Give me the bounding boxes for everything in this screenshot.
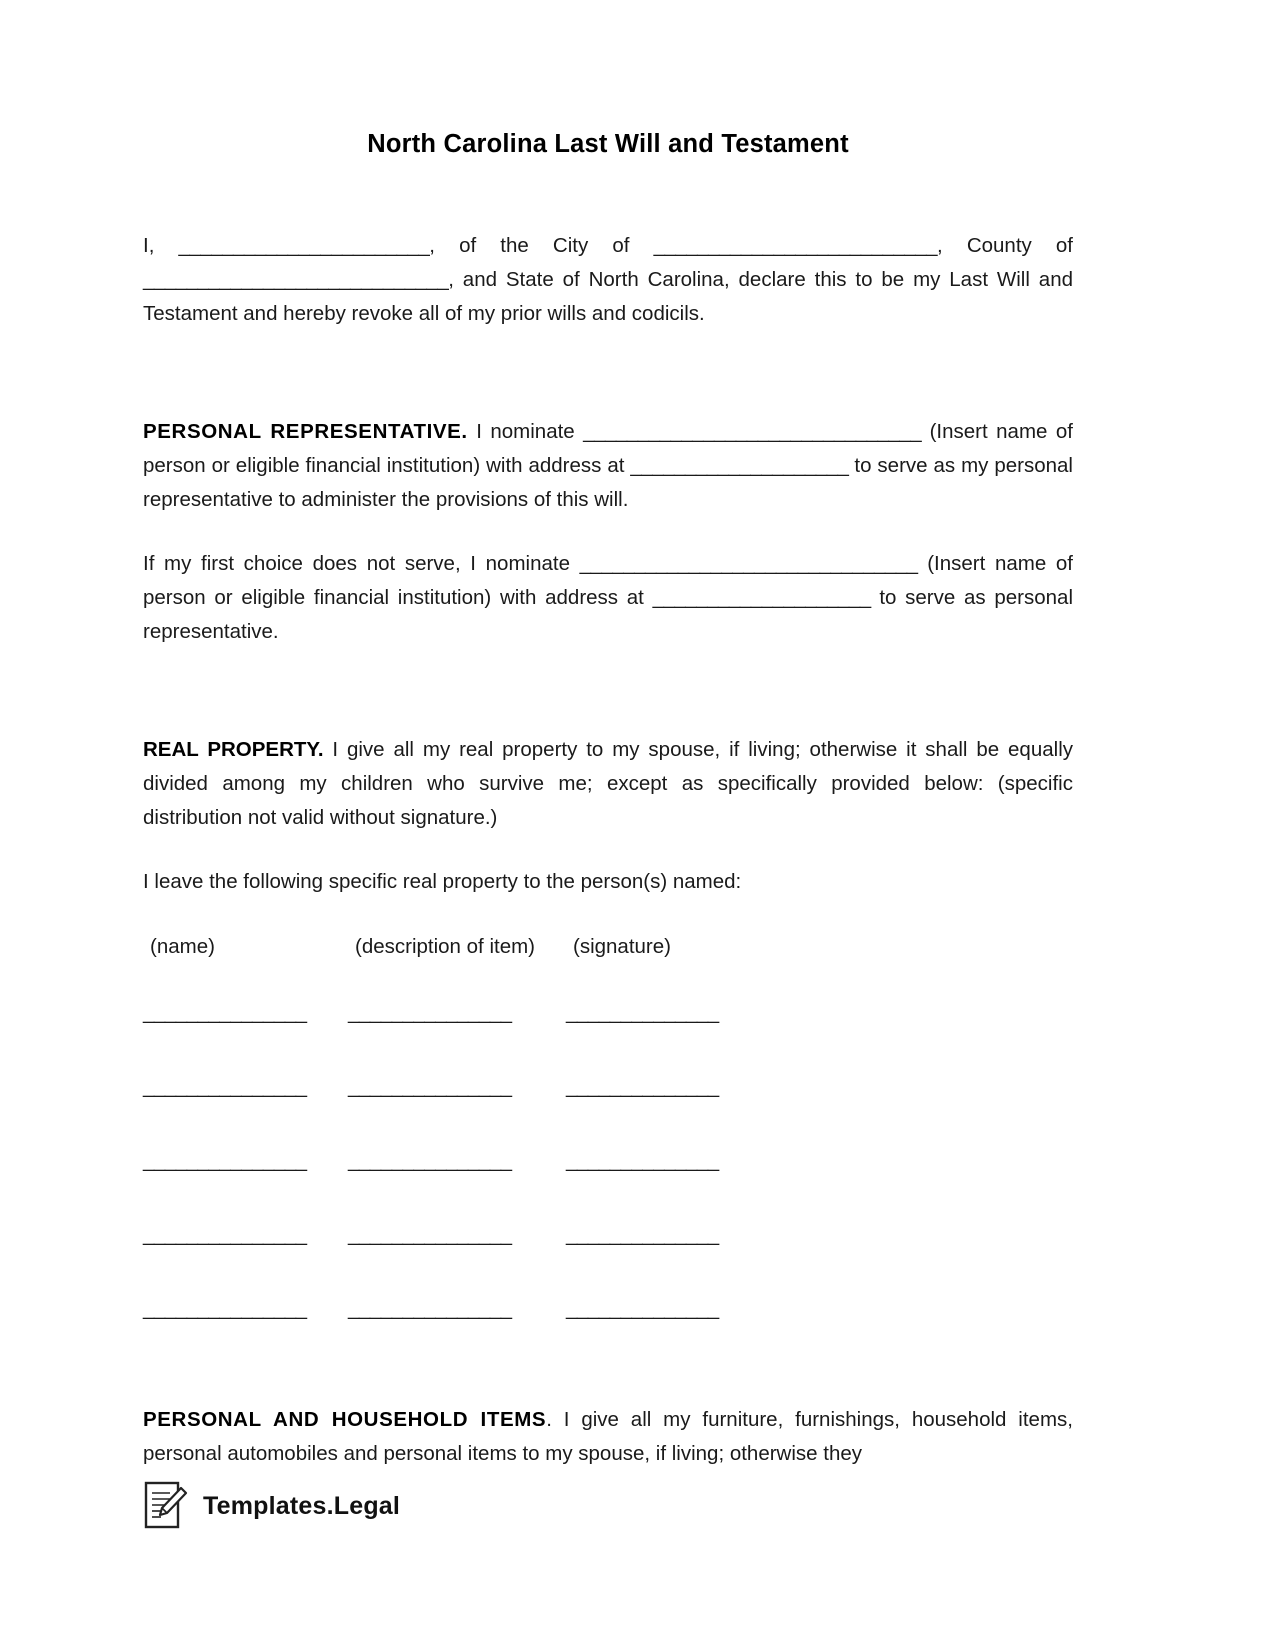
intro-text-5: , and State of North Carolina, declare this to be my Last Will and Testament and hereby revoke all of my prior wills and codicils. <box>143 268 1073 325</box>
page-title: North Carolina Last Will and Testament <box>367 130 849 158</box>
column-header-name: (name) <box>150 935 215 958</box>
intro-blank-county: ____________________________ <box>143 268 449 291</box>
rp-text-1: I give all my real property to my spouse, if living; otherwise it shall be equally divided among my children who survive me; except as specifically provided below: (specific distribution not valid without signature.) <box>143 738 1073 829</box>
spacer <box>143 835 1073 865</box>
intro-blank-name: _______________________ <box>178 234 430 257</box>
intro-text-3: , <box>937 234 943 257</box>
section-heading-personal-household-items: PERSONAL AND HOUSEHOLD ITEMS <box>143 1408 547 1431</box>
blank-name-field[interactable]: _______________ <box>143 1223 307 1246</box>
section-personal-representative <box>143 415 1073 517</box>
spacer <box>143 159 1073 229</box>
intro-text-4: County of <box>966 234 1073 257</box>
pr2-text-2: (Insert name of person or eligible financial institution) with address at <box>143 552 1074 609</box>
document-body <box>143 130 1073 1471</box>
footer-brand <box>143 1480 400 1532</box>
intro-text-1: I, <box>143 234 179 257</box>
section-alternate-representative <box>143 547 1073 649</box>
blank-signature-field[interactable]: ______________ <box>566 1075 719 1098</box>
blank-name-field[interactable]: _______________ <box>143 1075 307 1098</box>
pr-text-2: (Insert name of person or eligible financial institution) with address at <box>143 420 1073 477</box>
pr2-blank-1: _______________________________ <box>579 552 918 575</box>
intro-paragraph <box>143 229 1073 331</box>
blank-signature-field[interactable]: ______________ <box>566 1001 719 1024</box>
brand-name: Templates.Legal <box>203 1491 401 1520</box>
blank-signature-field[interactable]: ______________ <box>566 1297 719 1320</box>
pr-text-1: I nominate <box>467 420 584 443</box>
intro-text-2: , of the City of <box>429 234 654 257</box>
pr2-text-1: If my first choice does not serve, I nominate <box>143 552 580 575</box>
table-row <box>143 1003 793 1023</box>
pr-text-3: to serve as my personal representative to administer the provisions of this will. <box>143 454 1073 511</box>
blank-table-headers <box>143 935 1073 959</box>
section-heading-real-property: REAL PROPERTY. <box>143 738 324 761</box>
blank-description-field[interactable]: _______________ <box>348 1001 512 1024</box>
blank-signature-field[interactable]: ______________ <box>566 1223 719 1246</box>
column-header-signature: (signature) <box>573 935 671 958</box>
column-header-description: (description of item) <box>355 935 536 958</box>
blank-name-field[interactable]: _______________ <box>143 1001 307 1024</box>
blank-table <box>143 1003 793 1319</box>
table-row <box>143 1151 793 1171</box>
pr-blank-1: _______________________________ <box>583 420 922 443</box>
blank-name-field[interactable]: _______________ <box>143 1297 307 1320</box>
table-row <box>143 1299 793 1319</box>
blank-signature-field[interactable]: ______________ <box>566 1149 719 1172</box>
spacer <box>143 517 1073 547</box>
phi-text-1: . I give all my furniture, furnishings, household items, personal automobiles and personal items to my spouse, if living; otherwise they <box>143 1408 1073 1465</box>
blank-description-field[interactable]: _______________ <box>348 1223 512 1246</box>
document-pen-icon <box>143 1480 189 1532</box>
pr2-text-3: to serve as personal representative. <box>143 586 1073 643</box>
spacer <box>143 1373 1073 1403</box>
intro-blank-city: __________________________ <box>653 234 937 257</box>
real-property-list-intro: I leave the following specific real property to the person(s) named: <box>143 870 742 893</box>
spacer <box>143 331 1073 415</box>
blank-name-field[interactable]: _______________ <box>143 1149 307 1172</box>
table-row <box>143 1225 793 1245</box>
table-row <box>143 1077 793 1097</box>
pr-blank-2: ____________________ <box>630 454 849 477</box>
section-real-property <box>143 733 1073 835</box>
pr2-blank-2: ____________________ <box>652 586 871 609</box>
blank-description-field[interactable]: _______________ <box>348 1075 512 1098</box>
section-personal-household-items <box>143 1403 1073 1471</box>
section-heading-personal-representative: PERSONAL REPRESENTATIVE. <box>143 420 468 443</box>
blank-description-field[interactable]: _______________ <box>348 1149 512 1172</box>
blank-description-field[interactable]: _______________ <box>348 1297 512 1320</box>
spacer <box>143 649 1073 733</box>
